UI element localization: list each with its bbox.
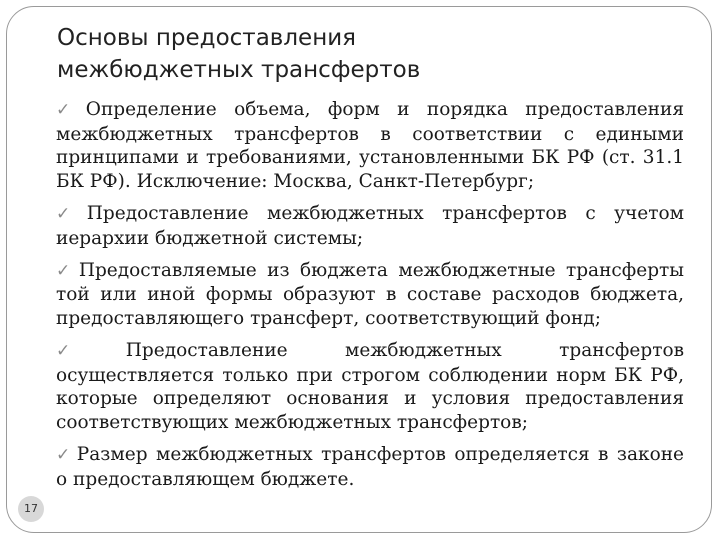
- list-item: [56, 443, 684, 491]
- checkmark-icon: ✓: [56, 445, 73, 466]
- checkmark-icon: ✓: [56, 341, 122, 362]
- slide-title: [57, 22, 657, 86]
- title-line-2: межбюджетных трансфертов: [57, 57, 421, 83]
- bullet-text: Предоставление межбюджетных трансфертов с учетом иерархии бюджетной системы;: [56, 202, 684, 249]
- bullet-text: Предоставление межбюджетных трансфертов осуществляется только при строгом соблюдении норм БК РФ, которые определяют основания и условия предоставления соответствующих межбюджетных трансфертов;: [56, 340, 684, 433]
- bullet-text: Определение объема, форм и порядка предоставления межбюджетных трансфертов в соответствии с едиными принципами и требованиями, установленными БК РФ (ст. 31.1 БК РФ). Исключение: Москва, Санкт-Петербург;: [56, 99, 684, 192]
- bullet-text: Предоставляемые из бюджета межбюджетные трансферты той или иной формы образуют в составе расходов бюджета, предоставляющего трансферт, соответствующий фонд;: [56, 259, 684, 329]
- checkmark-icon: ✓: [56, 100, 82, 120]
- bullet-text: Размер межбюджетных трансфертов определяется в законе о предоставляющем бюджете.: [56, 444, 684, 490]
- list-item: [56, 259, 684, 331]
- checkmark-icon: ✓: [56, 203, 83, 224]
- list-item: [56, 339, 684, 434]
- list-item: [56, 202, 684, 250]
- slide-number: 17: [18, 496, 44, 522]
- list-item: [56, 98, 684, 193]
- checkmark-icon: ✓: [56, 260, 75, 281]
- bullet-list: [56, 98, 684, 500]
- title-line-1: Основы предоставления: [57, 25, 357, 51]
